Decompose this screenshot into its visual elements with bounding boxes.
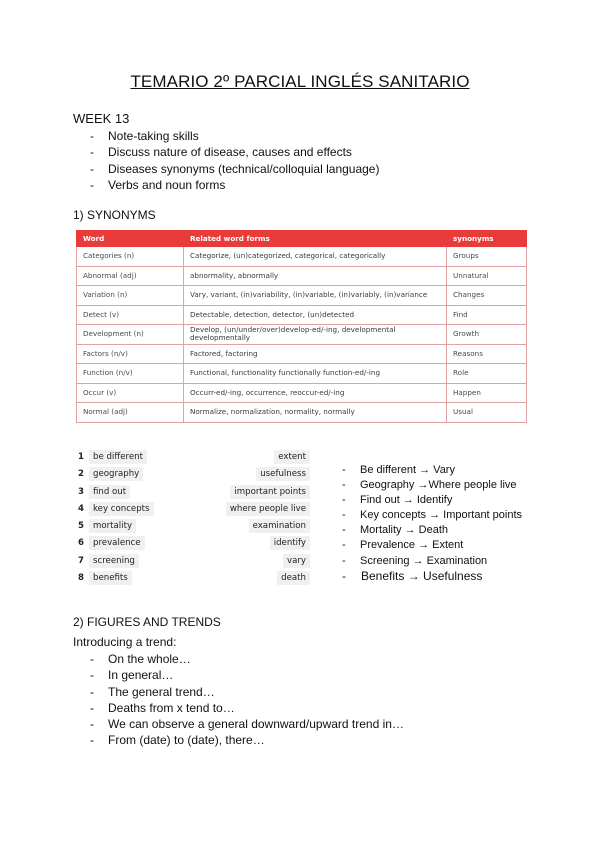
match-row [78,519,318,536]
match-term: find out [89,485,130,499]
match-number: 1 [78,452,84,462]
table-row [77,364,527,384]
list-item: - Geography →Where people live [342,478,522,493]
synonyms-heading: 1) SYNONYMS [73,208,156,222]
list-item: - Mortality → Death [342,523,522,538]
list-item: - The general trend… [90,684,404,700]
list-item: - Note-taking skills [90,128,379,144]
match-number: 8 [78,573,84,584]
list-item: - Prevalence → Extent [342,538,522,553]
list-item: - Screening → Examination [342,554,522,569]
week-heading: WEEK 13 [73,111,130,126]
matching-exercise [78,450,318,588]
table-row [77,247,527,267]
week-topics-list [90,128,379,193]
match-row [78,554,318,571]
cell-related: Categorize, (un)categorized, categorical, categorically [184,247,447,267]
list-item: - Benefits → Usefulness [342,569,522,584]
list-item: - We can observe a general downward/upward trend in… [90,716,404,732]
match-number: 5 [78,521,84,532]
list-item: - Key concepts → Important points [342,508,522,523]
cell-related: Factored, factoring [184,344,447,364]
list-item: - Diseases synonyms (technical/colloquial language) [90,161,379,177]
cell-related: Detectable, detection, detector, (un)detected [184,305,447,325]
figures-heading: 2) FIGURES AND TRENDS [73,615,221,629]
table-row [77,325,527,345]
cell-synonym: Role [447,364,527,384]
cell-word: Occur (v) [77,383,184,403]
match-option: identify [270,536,310,550]
cell-synonym: Changes [447,286,527,306]
match-term: prevalence [89,536,145,550]
table-row [77,383,527,403]
table-row [77,344,527,364]
match-term: key concepts [89,502,154,516]
list-item: - Discuss nature of disease, causes and effects [90,144,379,160]
cell-word: Development (n) [77,325,184,345]
list-item: - Be different → Vary [342,463,522,478]
cell-synonym: Find [447,305,527,325]
match-row [78,467,318,484]
match-number: 7 [78,555,84,566]
column-header-word: Word [77,231,184,247]
document-title: TEMARIO 2º PARCIAL INGLÉS SANITARIO [130,72,470,91]
cell-related: Vary, variant, (in)variability, (in)variable, (in)variably, (in)variance [184,286,447,306]
cell-word: Categories (n) [77,247,184,267]
cell-synonym: Usual [447,403,527,423]
cell-word: Function (n/v) [77,364,184,384]
match-term: benefits [89,571,132,585]
match-option: where people live [226,502,310,516]
table-row [77,286,527,306]
match-term: mortality [89,519,136,533]
match-term: be different [89,450,147,464]
cell-synonym: Happen [447,383,527,403]
table-header-row [77,231,527,247]
match-row [78,536,318,553]
table-row [77,403,527,423]
match-option: vary [283,554,310,568]
cell-synonym: Groups [447,247,527,267]
match-row [78,571,318,588]
matching-answers-list [342,463,522,584]
match-option: examination [249,519,310,533]
cell-word: Variation (n) [77,286,184,306]
match-row [78,502,318,519]
cell-related: abnormality, abnormally [184,266,447,286]
match-option: important points [230,485,310,499]
match-number: 3 [78,486,84,497]
match-number: 6 [78,538,84,549]
list-item: - Verbs and noun forms [90,177,379,193]
match-row [78,450,318,467]
cell-word: Normal (adj) [77,403,184,423]
match-number: 2 [78,469,84,480]
list-item: - From (date) to (date), there… [90,732,404,748]
cell-related: Develop, (un/under/over)develop-ed/-ing, developmental developmentally [184,325,447,345]
trend-phrases-list [90,651,404,749]
table-row [77,305,527,325]
column-header-related-forms: Related word forms [184,231,447,247]
list-item: - Deaths from x tend to… [90,700,404,716]
table-row [77,266,527,286]
match-term: geography [89,467,143,481]
synonyms-table [76,230,527,423]
figures-intro: Introducing a trend: [73,635,177,649]
cell-word: Factors (n/v) [77,344,184,364]
match-option: extent [274,450,310,464]
cell-synonym: Unnatural [447,266,527,286]
match-term: screening [89,554,139,568]
list-item: - In general… [90,667,404,683]
cell-synonym: Reasons [447,344,527,364]
match-number: 4 [78,503,84,514]
match-option: death [277,571,310,585]
cell-related: Occurr-ed/-ing, occurrence, reoccur-ed/-ing [184,383,447,403]
cell-word: Abnormal (adj) [77,266,184,286]
column-header-synonyms: synonyms [447,231,527,247]
list-item: - On the whole… [90,651,404,667]
match-row [78,485,318,502]
cell-word: Detect (v) [77,305,184,325]
cell-related: Normalize, normalization, normality, normally [184,403,447,423]
cell-synonym: Growth [447,325,527,345]
match-option: usefulness [256,467,310,481]
list-item: - Find out → Identify [342,493,522,508]
cell-related: Functional, functionality functionally function-ed/-ing [184,364,447,384]
